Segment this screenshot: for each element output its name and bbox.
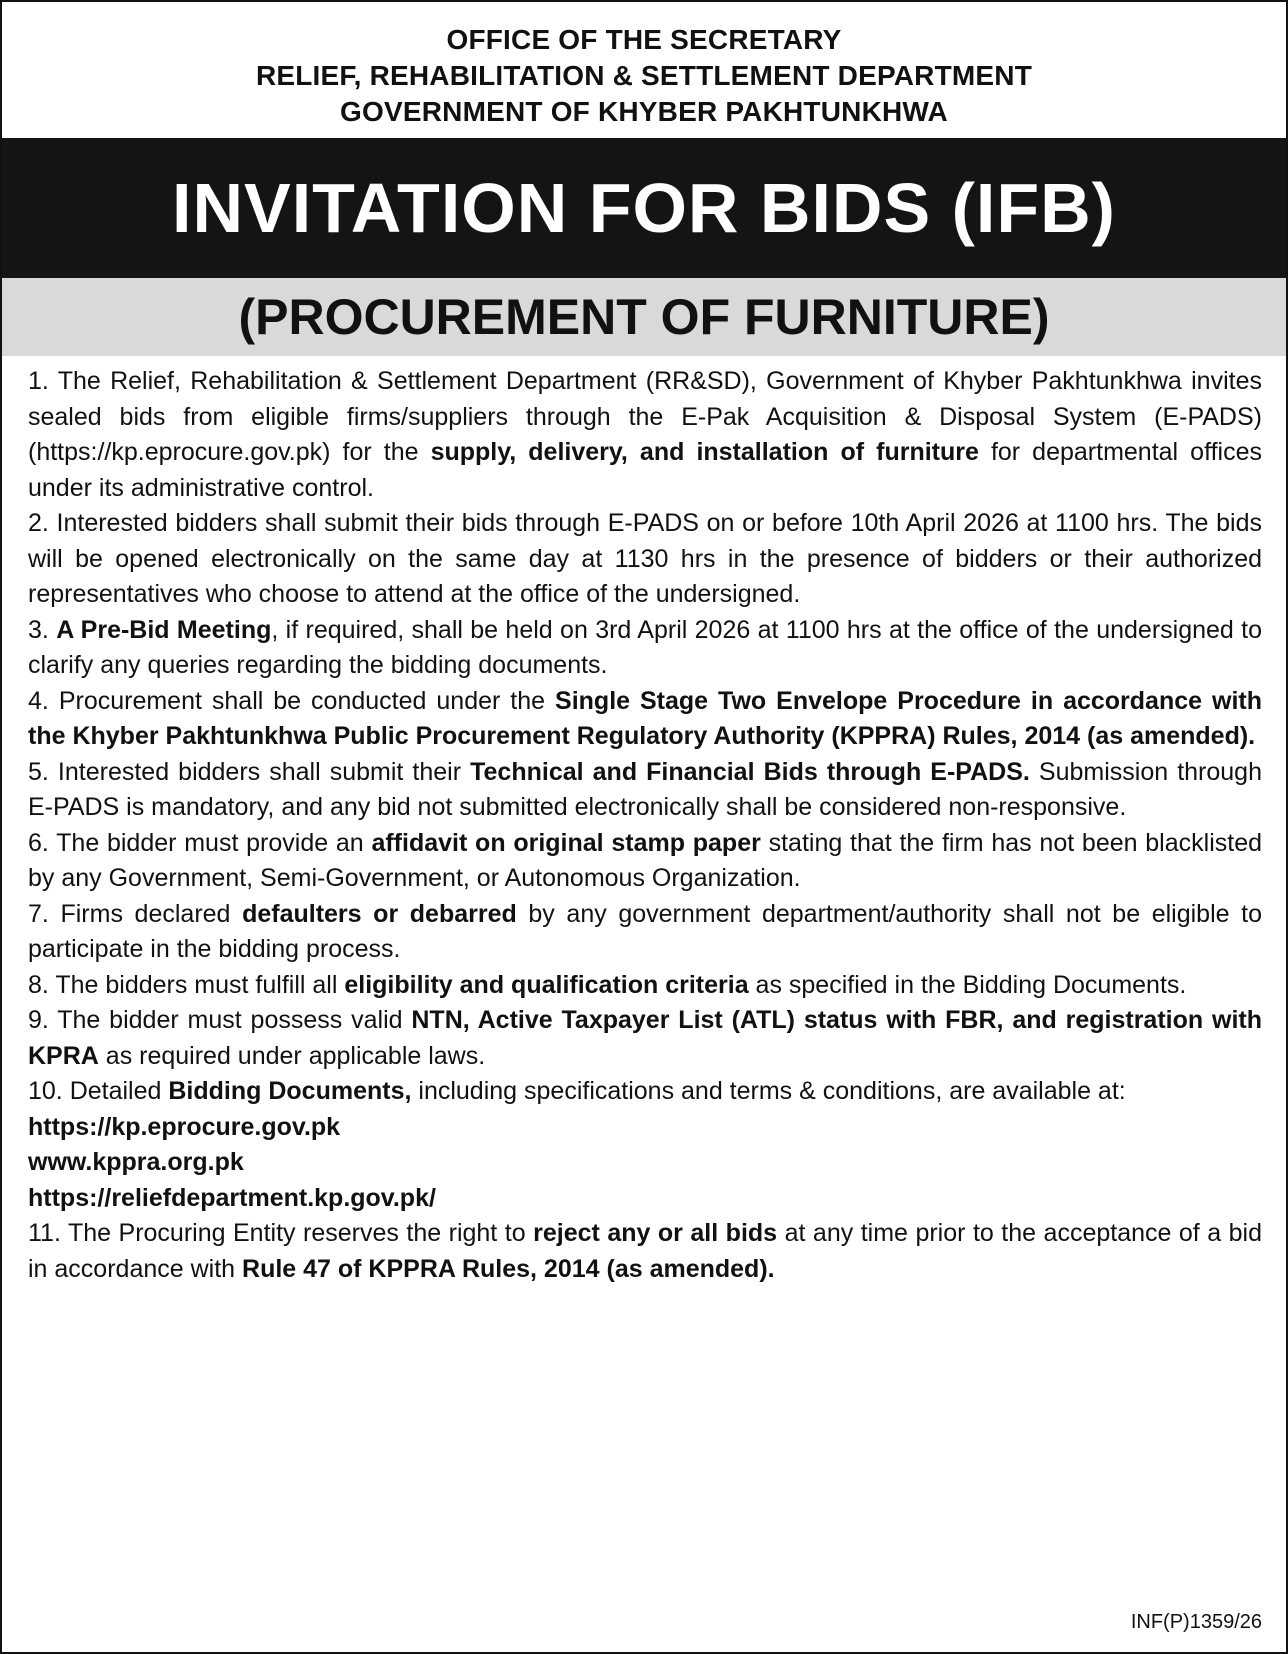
subtitle-banner: (PROCUREMENT OF FURNITURE) (2, 278, 1286, 356)
item-text: for departmental offices under its administrative control. (28, 438, 1262, 502)
office-line-2: RELIEF, REHABILITATION & SETTLEMENT DEPARTMENT (255, 60, 1033, 91)
item-emphasis: Single Stage Two Envelope Procedure in accordance with the Khyber Pakhtunkhwa Public Procurement Regulatory Authority (KPPRA) Rules, 2014 (as amended). (28, 686, 1262, 750)
item-text: as required under applicable laws. (98, 1041, 486, 1070)
link-eprocure[interactable]: https://kp.eprocure.gov.pk (28, 1112, 341, 1141)
item-11 (28, 1216, 1262, 1287)
item-emphasis: reject any or all bids (533, 1219, 778, 1247)
reference-number: INF(P)1359/26 (1130, 1611, 1262, 1633)
item-text: 7. Firms declared (28, 899, 243, 928)
item-text: 2. Interested bidders shall submit their bids through E-PADS on or before 10th April 2026 at 1100 hrs. The bids will be opened electronically on the same day at 1130 hrs in the presence of bidders or their authorized representatives who choose to attend at the office of the undersigned. (28, 509, 1262, 608)
item-emphasis: defaulters or debarred (242, 899, 517, 928)
office-line-1: OFFICE OF THE SECRETARY (446, 24, 842, 55)
item-text: 4. Procurement shall be conducted under the (28, 686, 556, 715)
notice-body (2, 356, 1286, 1287)
link-kppra[interactable]: www.kppra.org.pk (28, 1148, 244, 1176)
item-4 (28, 684, 1262, 755)
item-text: including specifications and terms & conditions, are available at: (411, 1077, 1126, 1105)
item-8 (28, 968, 1262, 1004)
office-line-3: GOVERNMENT OF KHYBER PAKHTUNKHWA (340, 96, 948, 127)
item-text: 5. Interested bidders shall submit their (28, 757, 471, 786)
item-text: 3. (28, 615, 57, 644)
item-text: stating that the firm has not been blacklisted by any Government, Semi-Government, or Autonomous Organization. (28, 828, 1263, 892)
item-emphasis: Rule 47 of KPPRA Rules, 2014 (as amended). (242, 1254, 775, 1283)
item-emphasis: affidavit on original stamp paper (371, 828, 761, 857)
item-emphasis: supply, delivery, and installation of furniture (430, 438, 979, 466)
item-text: 9. The bidder must possess valid (28, 1006, 412, 1034)
item-text: 1. The Relief, Rehabilitation & Settlement Department (RR&SD), Government of Khyber Pakhtunkhwa invites sealed bids from eligible firms/suppliers through the E-Pak Acquisition & Disposal System (E-PADS) (https://kp.eprocure.gov.pk) for the (28, 367, 1262, 466)
item-emphasis: eligibility and qualification criteria (344, 970, 749, 999)
office-header (2, 2, 1286, 138)
item-text: 11. The Procuring Entity reserves the right to (28, 1219, 534, 1247)
item-text: at any time prior to the acceptance of a bid in accordance with (28, 1219, 1263, 1283)
item-text: 8. The bidders must fulfill all (28, 970, 345, 999)
link-relief-department[interactable]: https://reliefdepartment.kp.gov.pk/ (28, 1183, 436, 1212)
item-emphasis: NTN, Active Taxpayer List (ATL) status with FBR, and registration with KPRA (28, 1006, 1262, 1070)
item-10 (28, 1074, 1262, 1110)
item-6 (28, 826, 1262, 897)
title-banner: INVITATION FOR BIDS (IFB) (2, 138, 1286, 278)
item-3 (28, 613, 1262, 684)
item-7 (28, 897, 1262, 968)
item-9 (28, 1003, 1262, 1074)
item-text: 6. The bidder must provide an (28, 828, 372, 857)
item-5 (28, 755, 1262, 826)
item-text: , if required, shall be held on 3rd April 2026 at 1100 hrs at the office of the undersigned to clarify any queries regarding the bidding documents. (28, 615, 1263, 679)
item-text: as specified in the Bidding Documents. (748, 970, 1187, 999)
item-emphasis: Technical and Financial Bids through E-PADS. (470, 757, 1030, 786)
item-emphasis: A Pre-Bid Meeting (56, 615, 272, 644)
item-text: Submission through E-PADS is mandatory, and any bid not submitted electronically shall be considered non-responsive. (28, 757, 1262, 821)
item-text: by any government department/authority shall not be eligible to participate in the bidding process. (28, 899, 1263, 963)
item-1 (28, 364, 1262, 506)
item-2 (28, 506, 1262, 613)
item-text: 10. Detailed (28, 1077, 169, 1105)
item-emphasis: Bidding Documents, (168, 1077, 412, 1105)
